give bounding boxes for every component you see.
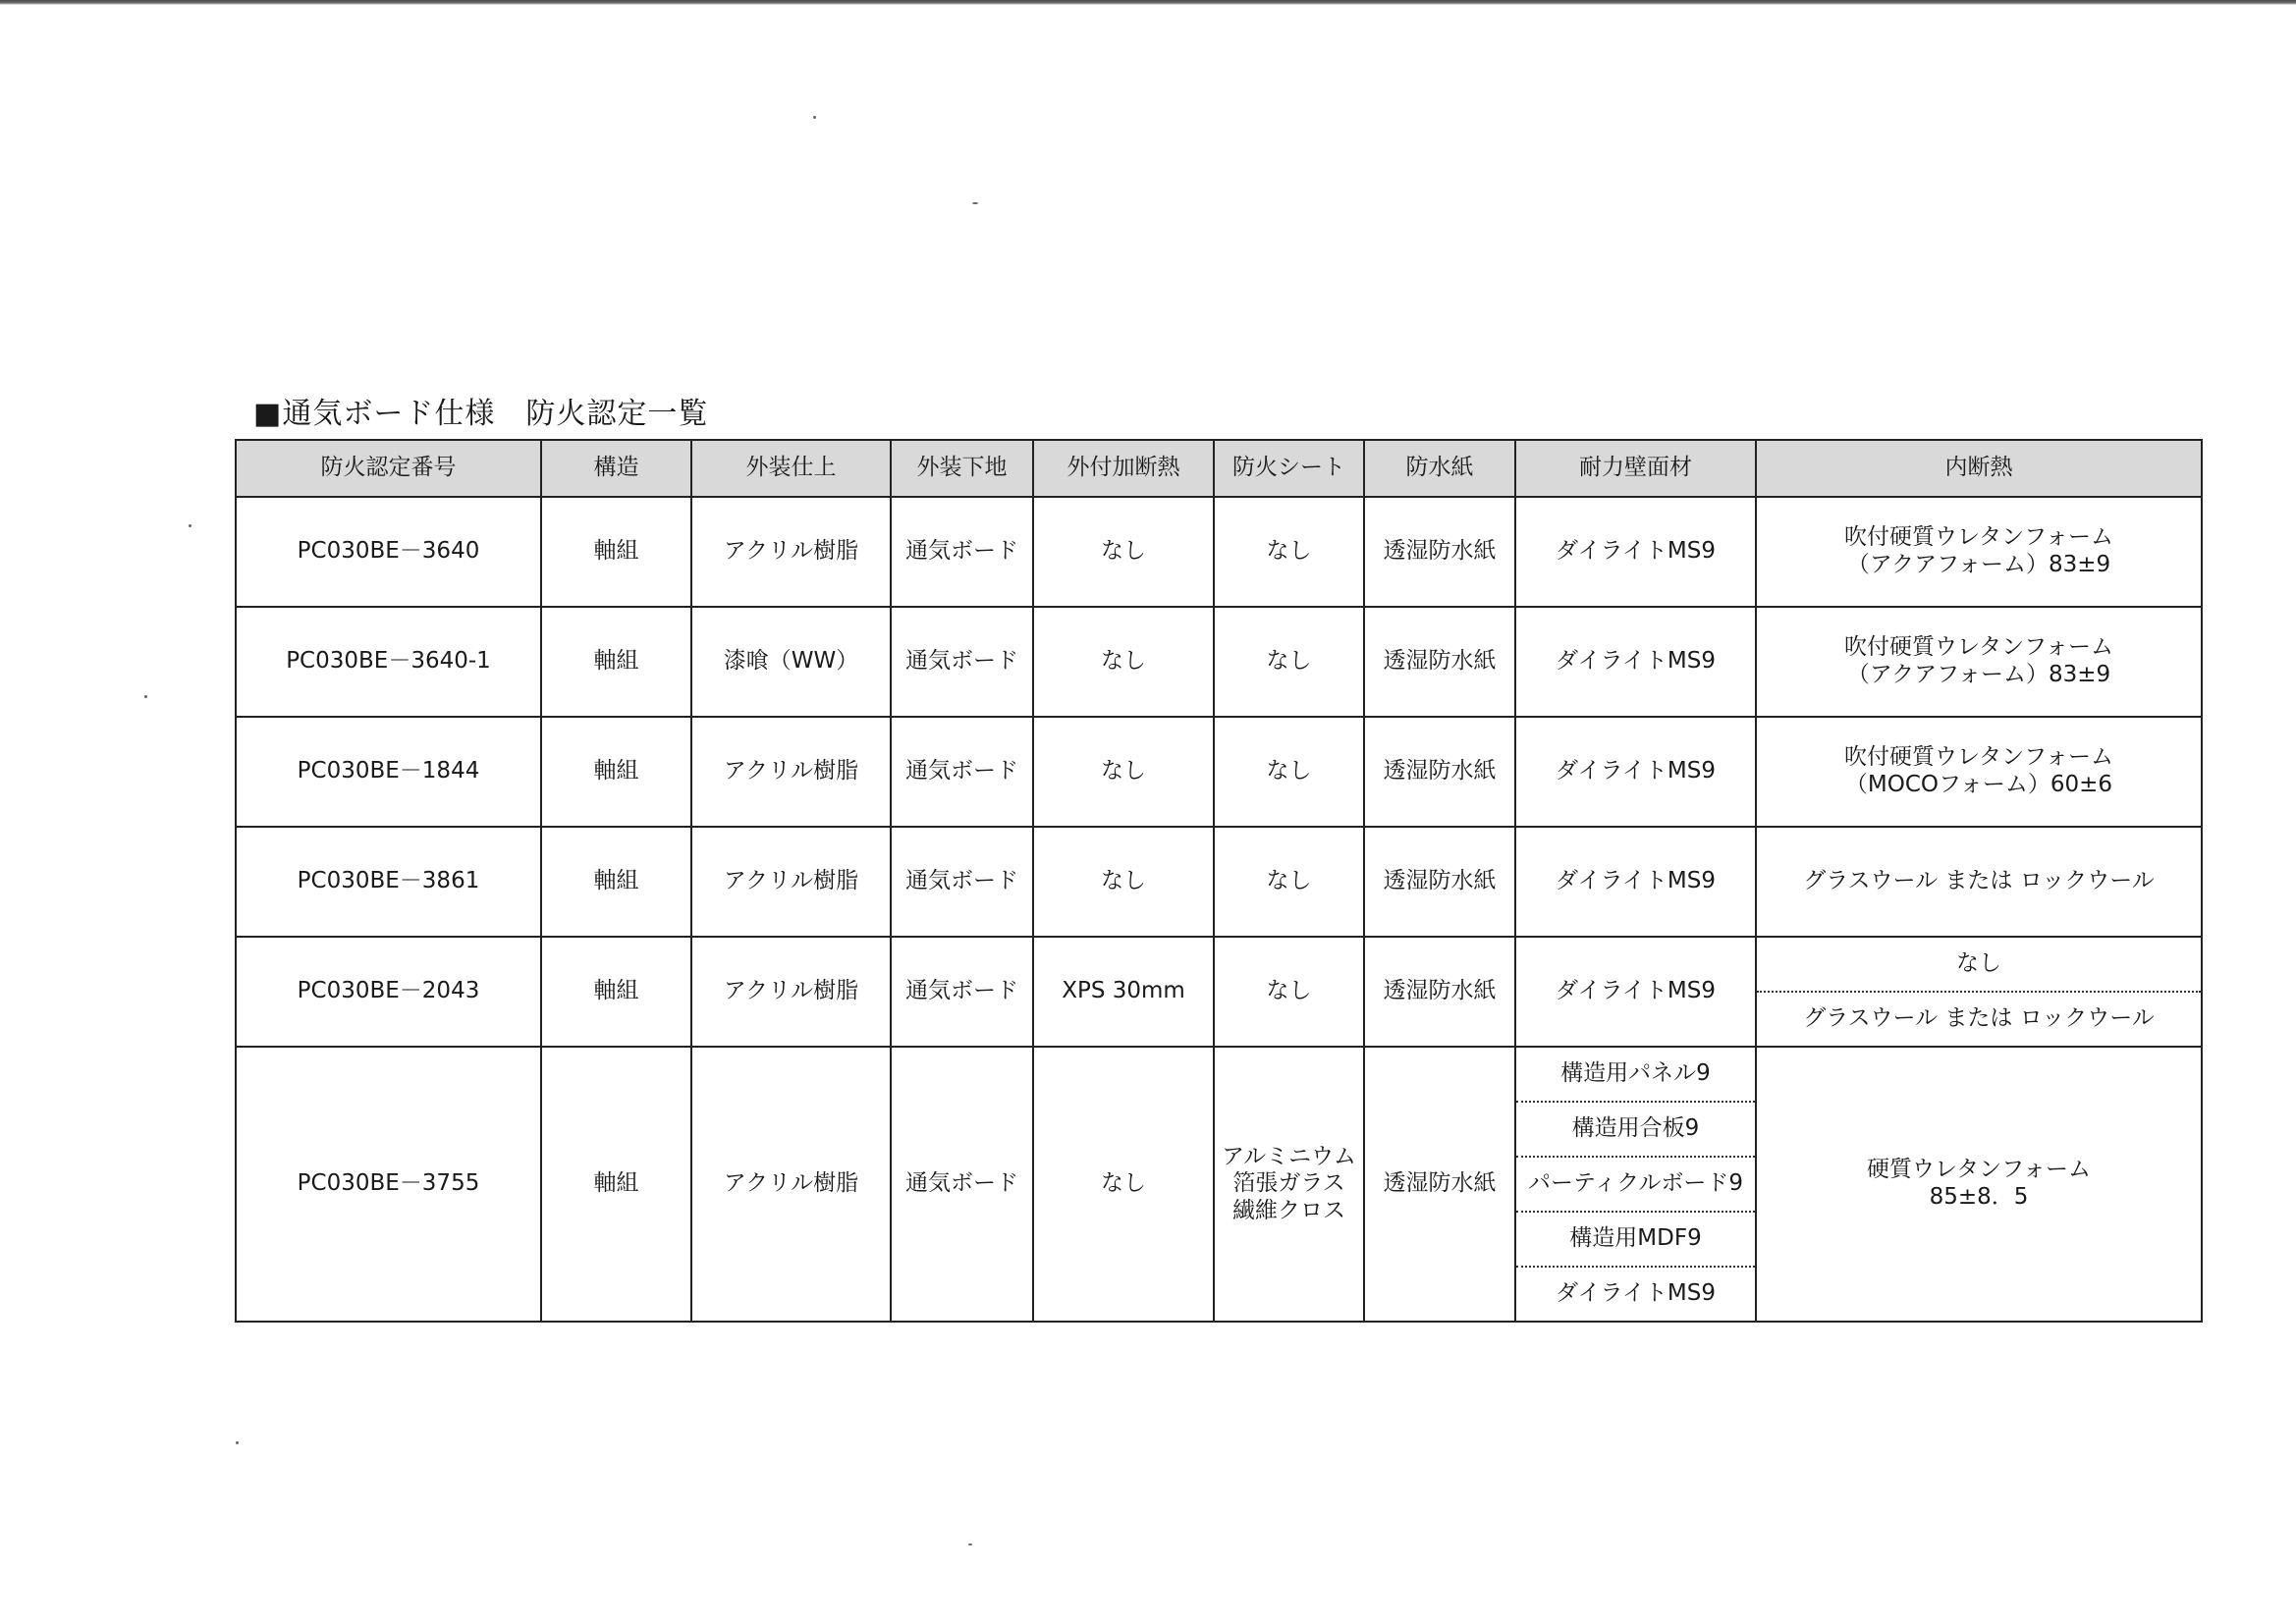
scan-speck: [972, 202, 978, 204]
fire-sheet-line: 箔張ガラス: [1232, 1170, 1345, 1197]
base-cell: 通気ボード: [891, 827, 1033, 937]
scan-speck: [236, 1441, 239, 1444]
ext-insulation-cell: なし: [1033, 497, 1214, 607]
fire-sheet-cell: [1214, 1047, 1364, 1322]
scan-speck: [968, 1543, 972, 1545]
header-cell: 外装下地: [891, 440, 1033, 497]
inner-insulation-line: 吹付硬質ウレタンフォーム: [1844, 744, 2113, 771]
cert-number-cell: PC030BE－3640: [236, 497, 541, 607]
cert-number-cell: PC030BE－3861: [236, 827, 541, 937]
fire-sheet-line: 繊維クロス: [1232, 1197, 1345, 1223]
header-cell: 耐力壁面材: [1515, 440, 1756, 497]
fire-sheet-line: アルミニウム: [1222, 1143, 1356, 1169]
finish-cell: アクリル樹脂: [691, 827, 891, 937]
fire-sheet-cell: なし: [1214, 937, 1364, 1047]
header-row: [236, 440, 2202, 497]
fire-sheet-cell: なし: [1214, 717, 1364, 827]
cert-number-cell: PC030BE－3640-1: [236, 607, 541, 717]
inner-insulation-line: 85±8．5: [1929, 1184, 2029, 1210]
fire-certification-table: [235, 439, 2203, 1323]
base-cell: 通気ボード: [891, 937, 1033, 1047]
structure-cell: 軸組: [541, 497, 691, 607]
ext-insulation-cell: なし: [1033, 607, 1214, 717]
bearing-wall-cell: ダイライトMS9: [1515, 497, 1756, 607]
finish-cell: アクリル樹脂: [691, 497, 891, 607]
inner-insulation-cell: [1756, 717, 2202, 827]
waterproof-cell: 透湿防水紙: [1364, 827, 1515, 937]
scan-edge-line: [0, 0, 2296, 5]
fire-sheet-cell: なし: [1214, 607, 1364, 717]
header-cell: 防火シート: [1214, 440, 1364, 497]
table-row: [236, 1047, 2202, 1102]
inner-insulation-option: なし: [1756, 937, 2202, 992]
table-row: [236, 827, 2202, 937]
bearing-wall-option: パーティクルボード9: [1515, 1157, 1756, 1212]
waterproof-cell: 透湿防水紙: [1364, 497, 1515, 607]
header-cell: 防火認定番号: [236, 440, 541, 497]
waterproof-cell: 透湿防水紙: [1364, 607, 1515, 717]
ext-insulation-cell: なし: [1033, 1047, 1214, 1322]
inner-insulation-option: グラスウール または ロックウール: [1756, 992, 2202, 1047]
header-cell: 防水紙: [1364, 440, 1515, 497]
structure-cell: 軸組: [541, 937, 691, 1047]
scan-speck: [189, 524, 191, 527]
cert-number-cell: PC030BE－2043: [236, 937, 541, 1047]
inner-insulation-cell: [1756, 607, 2202, 717]
ext-insulation-cell: なし: [1033, 827, 1214, 937]
bearing-wall-option: ダイライトMS9: [1515, 1267, 1756, 1322]
table-row: [236, 607, 2202, 717]
page-title: ■通気ボード仕様 防火認定一覧: [253, 397, 709, 431]
cert-number-cell: PC030BE－3755: [236, 1047, 541, 1322]
bearing-wall-cell: ダイライトMS9: [1515, 937, 1756, 1047]
structure-cell: 軸組: [541, 607, 691, 717]
inner-insulation-line: （MOCOフォーム）60±6: [1844, 772, 2113, 797]
inner-insulation-line: 吹付硬質ウレタンフォーム: [1844, 634, 2113, 661]
inner-insulation-line: （アクアフォーム）83±9: [1846, 552, 2111, 577]
table-row: [236, 497, 2202, 607]
finish-cell: アクリル樹脂: [691, 717, 891, 827]
structure-cell: 軸組: [541, 1047, 691, 1322]
inner-insulation-cell: グラスウール または ロックウール: [1756, 827, 2202, 937]
fire-sheet-cell: なし: [1214, 497, 1364, 607]
inner-insulation-line: （アクアフォーム）83±9: [1846, 662, 2111, 687]
waterproof-cell: 透湿防水紙: [1364, 1047, 1515, 1322]
inner-insulation-cell: [1756, 1047, 2202, 1322]
table-row: [236, 937, 2202, 992]
fire-sheet-cell: なし: [1214, 827, 1364, 937]
inner-insulation-cell: [1756, 497, 2202, 607]
bearing-wall-cell: ダイライトMS9: [1515, 717, 1756, 827]
bearing-wall-option: 構造用パネル9: [1515, 1047, 1756, 1102]
finish-cell: 漆喰（WW）: [691, 607, 891, 717]
bearing-wall-cell: ダイライトMS9: [1515, 827, 1756, 937]
bearing-wall-option: 構造用MDF9: [1515, 1212, 1756, 1267]
bearing-wall-cell: ダイライトMS9: [1515, 607, 1756, 717]
structure-cell: 軸組: [541, 717, 691, 827]
cert-number-cell: PC030BE－1844: [236, 717, 541, 827]
ext-insulation-cell: XPS 30mm: [1033, 937, 1214, 1047]
inner-insulation-line: 硬質ウレタンフォーム: [1867, 1157, 2091, 1183]
base-cell: 通気ボード: [891, 497, 1033, 607]
scan-speck: [144, 695, 147, 698]
bearing-wall-option: 構造用合板9: [1515, 1102, 1756, 1157]
inner-insulation-line: 吹付硬質ウレタンフォーム: [1844, 524, 2113, 551]
header-cell: 内断熱: [1756, 440, 2202, 497]
waterproof-cell: 透湿防水紙: [1364, 717, 1515, 827]
base-cell: 通気ボード: [891, 717, 1033, 827]
scan-speck: [813, 116, 816, 119]
header-cell: 外付加断熱: [1033, 440, 1214, 497]
base-cell: 通気ボード: [891, 607, 1033, 717]
header-cell: 構造: [541, 440, 691, 497]
structure-cell: 軸組: [541, 827, 691, 937]
waterproof-cell: 透湿防水紙: [1364, 937, 1515, 1047]
header-cell: 外装仕上: [691, 440, 891, 497]
base-cell: 通気ボード: [891, 1047, 1033, 1322]
finish-cell: アクリル樹脂: [691, 1047, 891, 1322]
table-row: [236, 717, 2202, 827]
ext-insulation-cell: なし: [1033, 717, 1214, 827]
finish-cell: アクリル樹脂: [691, 937, 891, 1047]
